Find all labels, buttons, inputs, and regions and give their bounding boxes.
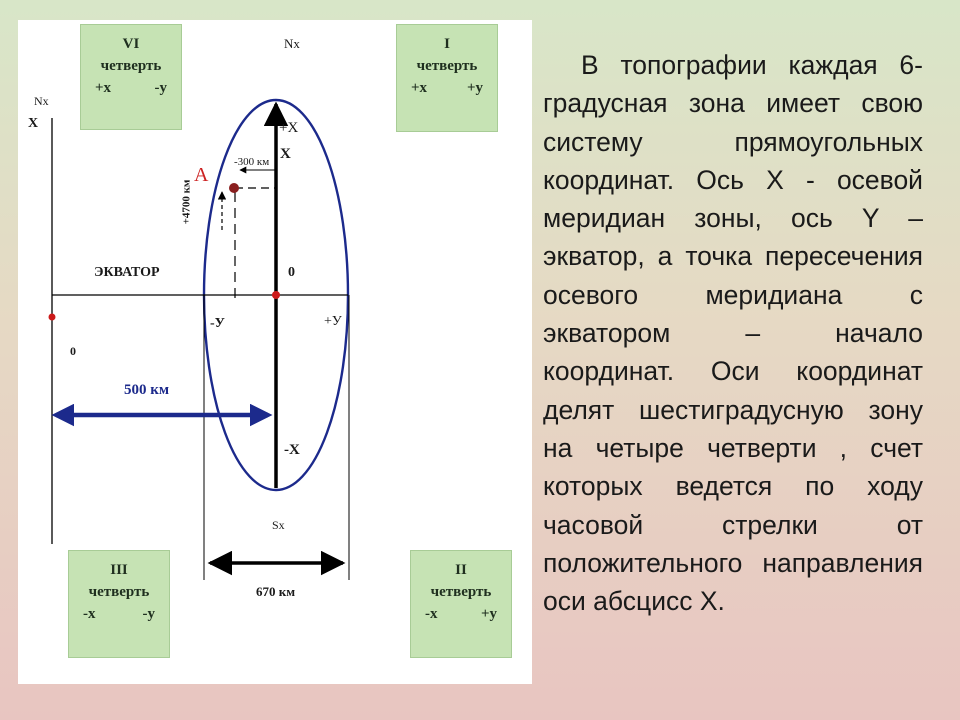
minus-y-label: -У: [210, 316, 225, 331]
quadrant-vi-numeral: VI: [122, 36, 140, 52]
quadrant-iii-sign-x: -x: [83, 606, 96, 622]
explanation-paragraph: [543, 46, 923, 620]
quadrant-iii-numeral: III: [110, 562, 128, 578]
distance-500-label: 500 км: [124, 382, 170, 398]
distance-670-label: 670 км: [256, 584, 296, 599]
quadrant-vi-word: четверть: [100, 58, 162, 74]
plus-x-label: +X: [279, 120, 299, 136]
zero-right-label: 0: [288, 265, 295, 280]
quadrant-i-sign-y: +y: [466, 80, 483, 96]
zero-left-label: 0: [70, 344, 76, 358]
diagram-panel: [18, 20, 532, 684]
quadrant-vi-sign-y: -y: [154, 80, 167, 96]
quadrant-iii-box: [68, 550, 170, 658]
quadrant-vi-box: [80, 24, 182, 130]
left-zero-dot: [49, 314, 56, 321]
explanation-text: В топографии каждая 6-градусная зона имеет свою систему прямоугольных координат. Ось X - осевой меридиан зоны, ось Y – экватор, а точка пересечения осевого меридиана с экватором – начало координат. Оси координат делят шестиградусную зону на четыре четверти , счет которых ведется по ходу часовой стрелки от положительного направления оси абсцисс X.: [543, 50, 923, 617]
minus-x-label: -X: [284, 442, 300, 458]
quadrant-vi-sign-x: +x: [95, 80, 112, 96]
equator-label: ЭКВАТОР: [94, 265, 160, 280]
x-left-label: X: [28, 116, 39, 131]
quadrant-ii-box: [410, 550, 512, 658]
origin-dot: [272, 291, 280, 299]
sx-label: Sx: [272, 518, 285, 532]
quadrant-ii-sign-x: -x: [425, 606, 438, 622]
plus-4700-label: +4700 км: [180, 179, 193, 225]
quadrant-iii-word: четверть: [88, 584, 150, 600]
quadrant-ii-numeral: II: [455, 562, 467, 578]
quadrant-ii-sign-y: +y: [480, 606, 497, 622]
quadrant-i-numeral: I: [444, 36, 450, 52]
nx-top-label: Nx: [284, 36, 300, 51]
plus-y-label: +У: [324, 314, 342, 329]
quadrant-ii-word: четверть: [430, 584, 492, 600]
quadrant-iii-sign-y: -y: [142, 606, 155, 622]
x-axis-label: X: [280, 146, 291, 162]
point-a-label: A: [194, 164, 209, 186]
quadrant-i-box: [396, 24, 498, 132]
nx-left-label: Nx: [34, 94, 49, 108]
minus-300-label: -300 км: [234, 156, 270, 168]
quadrant-i-word: четверть: [416, 58, 478, 74]
quadrant-i-sign-x: +x: [411, 80, 428, 96]
point-a-dot: [229, 183, 239, 193]
